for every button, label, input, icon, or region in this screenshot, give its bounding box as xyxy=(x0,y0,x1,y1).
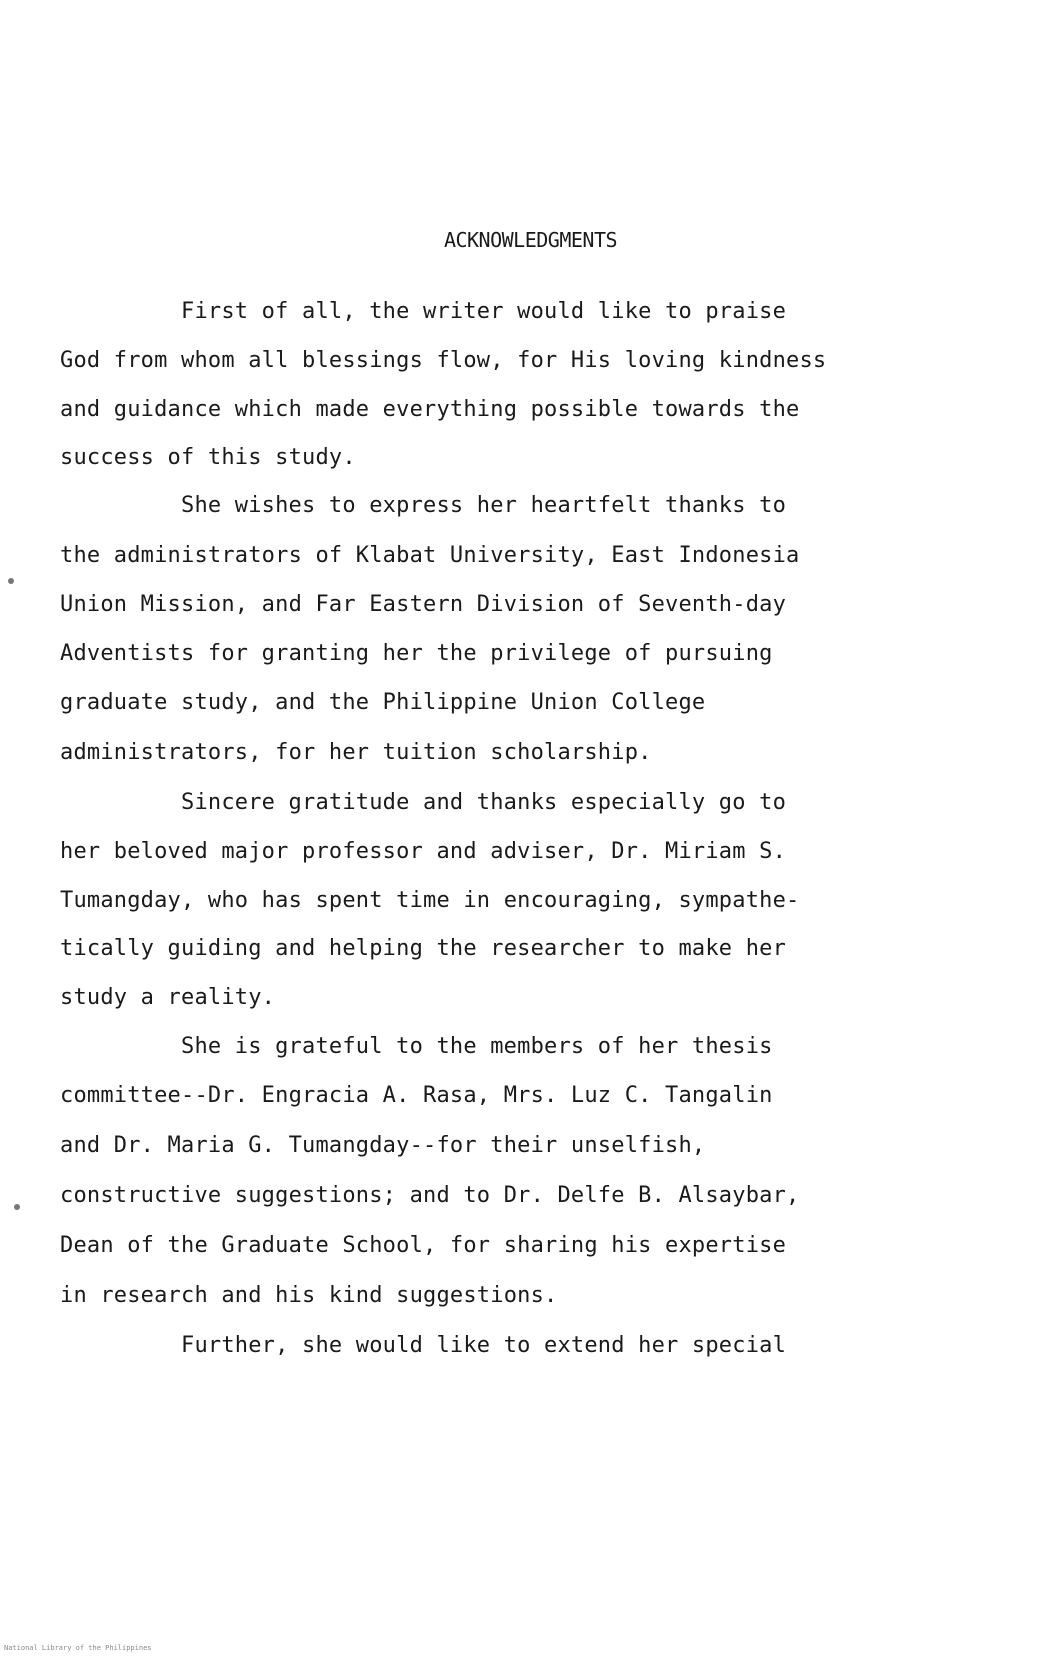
scan-footer: National Library of the Philippines xyxy=(4,1644,152,1652)
text-line: constructive suggestions; and to Dr. Delfe B. Alsaybar, xyxy=(60,1183,800,1208)
scan-speck xyxy=(14,1204,20,1210)
text-line: Sincere gratitude and thanks especially go to xyxy=(181,790,787,815)
text-line: Tumangday, who has spent time in encouraging, sympathe- xyxy=(60,888,800,913)
text-line: committee--Dr. Engracia A. Rasa, Mrs. Luz C. Tangalin xyxy=(60,1083,773,1108)
text-line: her beloved major professor and adviser, Dr. Miriam S. xyxy=(60,839,787,864)
text-line: in research and his kind suggestions. xyxy=(60,1283,558,1308)
scan-speck xyxy=(8,578,14,584)
text-line: Union Mission, and Far Eastern Division of Seventh-day xyxy=(60,592,787,617)
text-line: Dean of the Graduate School, for sharing his expertise xyxy=(60,1233,787,1258)
text-line: the administrators of Klabat University, East Indonesia xyxy=(60,543,800,568)
text-line: Adventists for granting her the privilege of pursuing xyxy=(60,641,773,666)
text-line: graduate study, and the Philippine Union College xyxy=(60,690,706,715)
text-line: study a reality. xyxy=(60,985,276,1010)
text-line: God from whom all blessings flow, for His loving kindness xyxy=(60,348,827,373)
text-line: First of all, the writer would like to praise xyxy=(181,299,787,324)
text-line: tically guiding and helping the researcher to make her xyxy=(60,936,787,961)
text-line: and Dr. Maria G. Tumangday--for their unselfish, xyxy=(60,1133,706,1158)
text-line: administrators, for her tuition scholarship. xyxy=(60,740,652,765)
text-line: Further, she would like to extend her special xyxy=(181,1333,787,1358)
text-line: She is grateful to the members of her thesis xyxy=(181,1034,773,1059)
page-title: ACKNOWLEDGMENTS xyxy=(443,228,618,252)
text-line: and guidance which made everything possible towards the xyxy=(60,397,800,422)
text-line: success of this study. xyxy=(60,445,356,470)
text-line: She wishes to express her heartfelt thanks to xyxy=(181,493,787,518)
